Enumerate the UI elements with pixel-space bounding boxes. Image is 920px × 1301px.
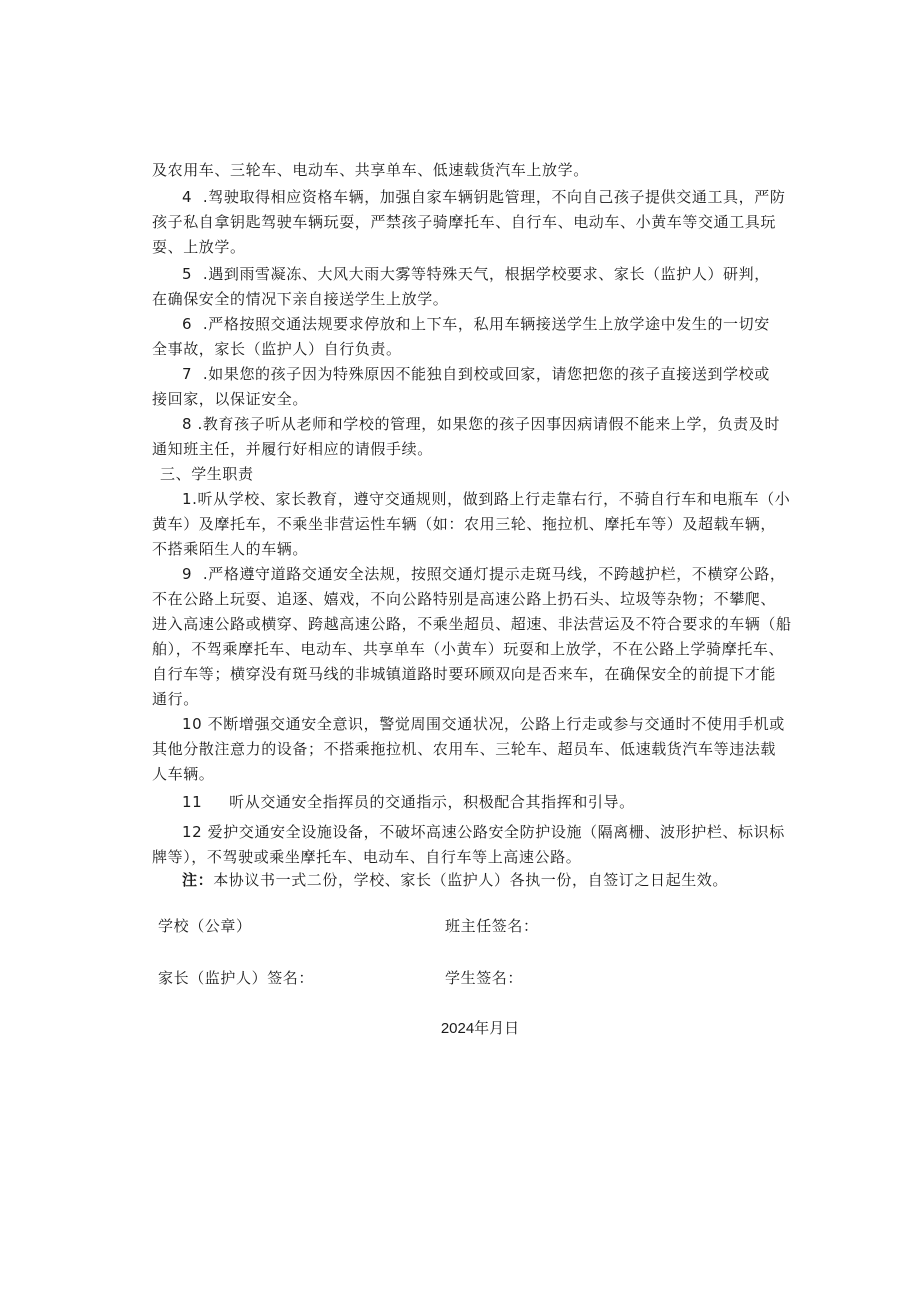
text-line: 及农用车、三轮车、电动车、共享单车、低速载货汽车上放学。 <box>152 161 589 179</box>
text-line: 9 .严格遵守道路交通安全法规，按照交通灯提示走斑马线，不跨越护栏，不横穿公路， <box>182 565 786 583</box>
text-line: 通行。 <box>152 690 199 708</box>
paragraph-item-11 <box>152 790 817 815</box>
section-heading: 三、学生职责 <box>160 465 254 483</box>
note-label: 注： <box>182 871 214 889</box>
paragraph-item-4 <box>152 185 817 260</box>
text-line: 黄车）及摩托车，不乘坐非营运性车辆（如：农用三轮、拖拉机、摩托车等）及超载车辆， <box>152 515 777 533</box>
text-line: 10 不断增强交通安全意识，警觉周围交通状况，公路上行走或参与交通时不使用手机或 <box>182 715 785 733</box>
text-line: 全事故，家长（监护人）自行负责。 <box>152 340 402 358</box>
text-line: 11 听从交通安全指挥员的交通指示，积极配合其指挥和引导。 <box>182 793 635 811</box>
text-line: 进入高速公路或横穿、跨越高速公路，不乘坐超员、超速、非法营运及不符合要求的车辆（船 <box>152 615 792 633</box>
text-line: 人车辆。 <box>152 765 215 783</box>
text-line: 孩子私自拿钥匙驾驶车辆玩耍，严禁孩子骑摩托车、自行车、电动车、小黄车等交通工具玩 <box>152 213 777 231</box>
paragraph-item-10 <box>152 712 817 787</box>
agreement-date: 2024年月日 <box>440 1020 520 1037</box>
paragraph-item-s1 <box>152 487 817 562</box>
text-line: 1.听从学校、家长教育，遵守交通规则，做到路上行走靠右行，不骑自行车和电瓶车（小 <box>182 490 791 508</box>
student-signature-label: 学生签名： <box>445 969 524 987</box>
text-line: 12 爱护交通安全设施设备，不破坏高速公路安全防护设施（隔离栅、波形护栏、标识标 <box>182 823 785 841</box>
school-seal-label: 学校（公章） <box>158 917 252 935</box>
section-heading-student-duties <box>152 462 817 487</box>
text-line: 4 .驾驶取得相应资格车辆，加强自家车辆钥匙管理，不向自己孩子提供交通工具，严防 <box>182 188 786 206</box>
note-paragraph <box>152 868 817 893</box>
text-line: 7 .如果您的孩子因为特殊原因不能独自到校或回家，请您把您的孩子直接送到学校或 <box>182 365 770 383</box>
paragraph-item-7 <box>152 362 817 412</box>
text-line: 接回家，以保证安全。 <box>152 390 309 408</box>
text-line: 不搭乘陌生人的车辆。 <box>152 540 309 558</box>
note-line <box>152 868 817 893</box>
text-line: 其他分散注意力的设备；不搭乘拖拉机、农用车、三轮车、超员车、低速载货汽车等违法载 <box>152 740 777 758</box>
teacher-signature-label: 班主任签名： <box>445 917 539 935</box>
text-line: 8 .教育孩子听从老师和学校的管理，如果您的孩子因事因病请假不能来上学，负责及时 <box>182 415 781 433</box>
parent-signature-label: 家长（监护人）签名： <box>158 969 315 987</box>
paragraph-item-12 <box>152 820 817 870</box>
text-line: 舶），不驾乘摩托车、电动车、共享单车（小黄车）玩耍和上放学，不在公路上学骑摩托车、 <box>152 640 785 658</box>
text-line: 耍、上放学。 <box>152 238 246 256</box>
text-line: 牌等），不驾驶或乘坐摩托车、电动车、自行车等上高速公路。 <box>152 848 582 866</box>
text-line: 5 .遇到雨雪凝冻、大风大雨大雾等特殊天气，根据学校要求、家长（监护人）研判， <box>182 265 770 283</box>
paragraph-item-9 <box>152 562 817 712</box>
text-line: 不在公路上玩耍、追逐、嬉戏，不向公路特别是高速公路上扔石头、垃圾等杂物；不攀爬、 <box>152 590 777 608</box>
paragraph-item-8 <box>152 412 817 462</box>
text-line: 6 .严格按照交通法规要求停放和上下车，私用车辆接送学生上放学途中发生的一切安 <box>182 315 770 333</box>
text-line: 自行车等；横穿没有斑马线的非城镇道路时要环顾双向是否来车，在确保安全的前提下才能 <box>152 665 777 683</box>
paragraph-item-6 <box>152 312 817 362</box>
text-line: 通知班主任，并履行好相应的请假手续。 <box>152 440 433 458</box>
note-text: 本协议书一式二份，学校、家长（监护人）各执一份，自签订之日起生效。 <box>213 871 729 889</box>
paragraph-continuation <box>152 158 817 183</box>
text-line: 在确保安全的情况下亲自接送学生上放学。 <box>152 290 449 308</box>
paragraph-item-5 <box>152 262 817 312</box>
